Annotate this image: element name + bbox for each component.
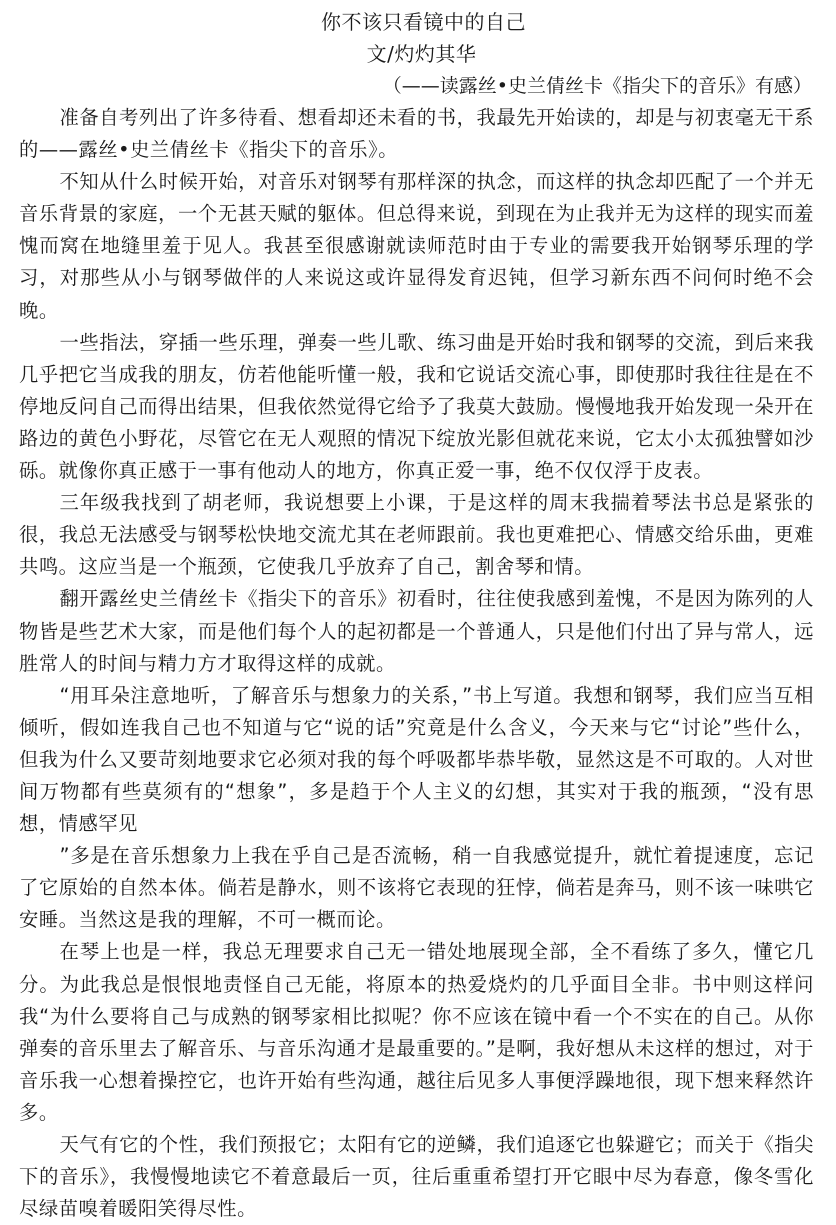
paragraph: 天气有它的个性，我们预报它；太阳有它的逆鳞，我们追逐它也躲避它；而关于《指尖下的音乐》，我慢慢地读它不着意最后一页，往后重重希望打开它眼中尽为春意，像冬雪化尽绿苗嗅着暖阳笑得尽性。 xyxy=(19,1133,814,1221)
essay-subtitle: （——读露丝•史兰倩丝卡《指尖下的音乐》有感） xyxy=(382,75,812,97)
paragraph: ”多是在音乐想象力上我在乎自己是否流畅，稍一自我感觉提升，就忙着提速度，忘记了它原始的自然本体。倘若是静水，则不该将它表现的狂悖，倘若是奔马，则不该一味哄它安睡。当然这是我的理解，不可一概而论。 xyxy=(19,844,814,932)
paragraph: 三年级我找到了胡老师，我说想要上小课，于是这样的周末我揣着琴法书总是紧张的很，我总无法感受与钢琴松快地交流尤其在老师跟前。我也更难把心、情感交给乐曲，更难共鸣。这应当是一个瓶颈，它使我几乎放弃了自己，割舍琴和情。 xyxy=(19,491,814,579)
essay-title: 你不该只看镜中的自己 xyxy=(321,10,526,34)
paragraph: 一些指法，穿插一些乐理，弹奏一些儿歌、练习曲是开始时我和钢琴的交流，到后来我几乎把它当成我的朋友，仿若他能听懂一般，我和它说话交流心事，即使那时我往往是在不停地反问自己而得出结果，但我依然觉得它给予了我莫大鼓励。慢慢地我开始发现一朵开在路边的黄色小野花，尽管它在无人观照的情况下绽放光影但就花来说，它太小太孤独譬如沙砾。就像你真正感于一事有他动人的地方，你真正爱一事，绝不仅仅浮于皮表。 xyxy=(19,330,814,483)
paragraph: “用耳朵注意地听，了解音乐与想象力的关系，”书上写道。我想和钢琴，我们应当互相倾听，假如连我自己也不知道与它“说的话”究竟是什么含义，今天来与它“讨论”些什么，但我为什么又要苛刻地要求它必须对我的每个呼吸都毕恭毕敬，显然这是不可取的。人对世间万物都有些莫须有的“想象”，多是趋于个人主义的幻想，其实对于我的瓶颈，“没有思想，情感罕见 xyxy=(19,683,814,836)
paragraph: 准备自考列出了许多待看、想看却还未看的书，我最先开始读的，却是与初衷毫无干系的——露丝•史兰倩丝卡《指尖下的音乐》。 xyxy=(19,106,814,162)
paragraph: 不知从什么时候开始，对音乐对钢琴有那样深的执念，而这样的执念却匹配了一个并无音乐背景的家庭，一个无甚天赋的躯体。但总得来说，到现在为止我并无为这样的现实而羞愧而窝在地缝里羞于见人。我甚至很感谢就读师范时由于专业的需要我开始钢琴乐理的学习，对那些从小与钢琴做伴的人来说这或许显得发育迟钝，但学习新东西不问何时绝不会晚。 xyxy=(19,170,814,322)
paragraph: 翻开露丝史兰倩丝卡《指尖下的音乐》初看时，往往使我感到羞愧，不是因为陈列的人物皆是些艺术大家，而是他们每个人的起初都是一个普通人，只是他们付出了异与常人，远胜常人的时间与精力方才取得这样的成就。 xyxy=(19,587,814,675)
paragraph: 在琴上也是一样，我总无理要求自己无一错处地展现全部，全不看练了多久，懂它几分。为此我总是恨恨地责怪自己无能，将原本的热爱烧灼的几乎面目全非。书中则这样问我“为什么要将自己与成熟的钢琴家相比拟呢？你不应该在镜中看一个不实在的自己。从你弹奏的音乐里去了解音乐、与音乐沟通才是最重要的。”是啊，我好想从未这样的想过，对于音乐我一心想着操控它，也许开始有些沟通，越往后见多人事便浮躁地很，现下想来释然许多。 xyxy=(19,940,814,1124)
essay-body xyxy=(19,102,814,1225)
essay-author: 文/灼灼其华 xyxy=(366,42,477,66)
